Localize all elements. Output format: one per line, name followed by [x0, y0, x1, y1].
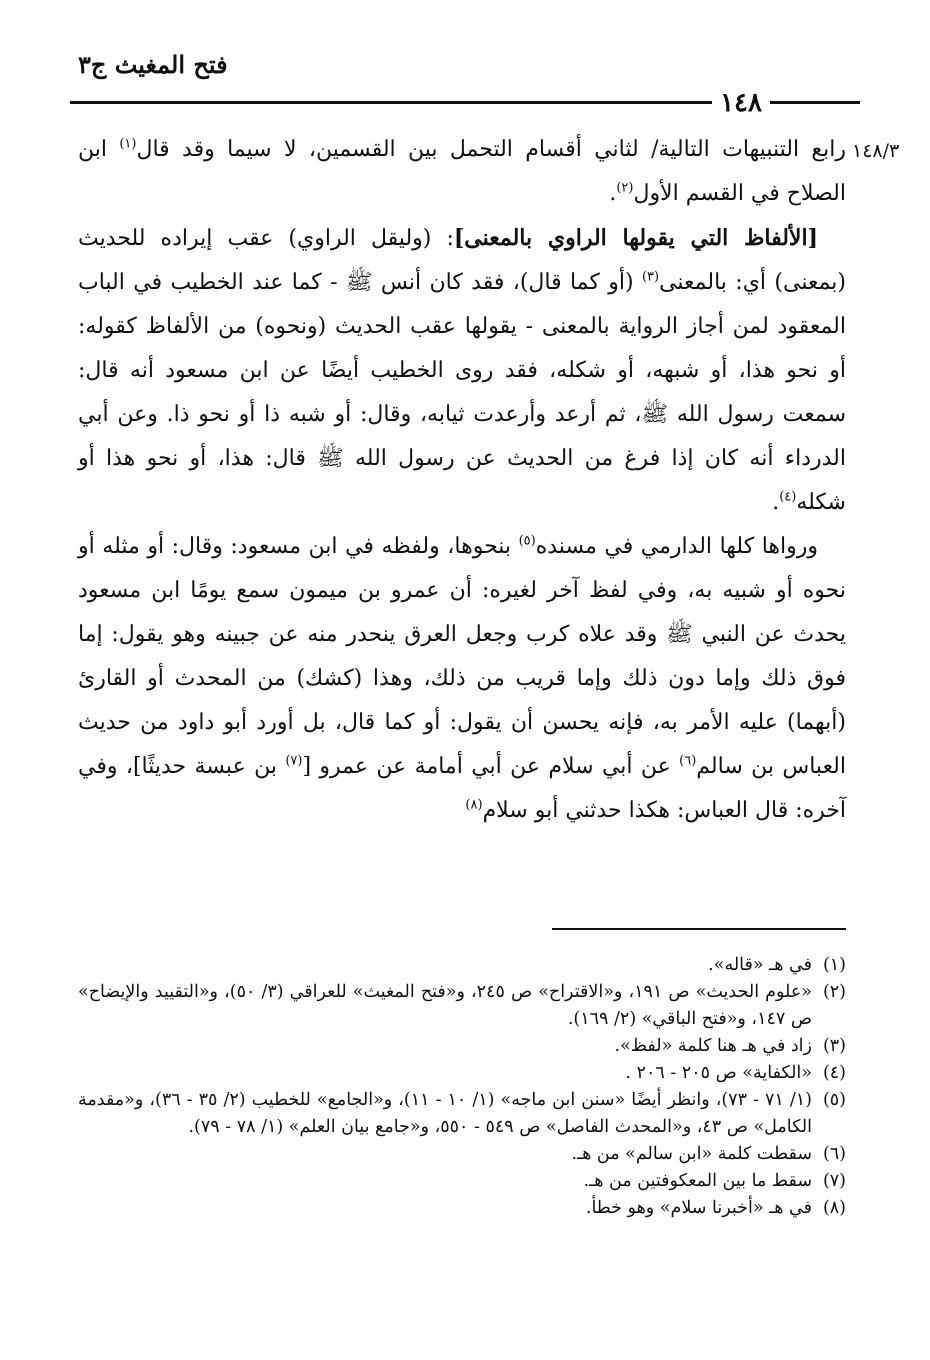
footnote-text: سقط ما بين المعكوفتين من هـ.	[583, 1171, 812, 1191]
margin-reference: ١٤٨/٣	[852, 140, 900, 162]
footnote-item	[78, 1087, 846, 1141]
footnote-item	[78, 979, 846, 1033]
footnote-text: في هـ «أخبرنا سلام» وهو خطأ.	[585, 1198, 812, 1218]
footnote-text: «الكفاية» ص ٢٠٥ - ٢٠٦ .	[625, 1063, 812, 1083]
footnote-number: (٤)	[822, 1063, 846, 1083]
footnote-ref: (٥)	[518, 533, 536, 549]
footnote-number: (٥)	[822, 1090, 846, 1110]
paragraph-1: رابع التنبيهات التالية/ لثاني أقسام التحمل بين القسمين، لا سيما وقد قال$^{(١)}$ ابن الصلاح في القسم الأول$^{(٢)}$.	[78, 136, 846, 206]
footnote-text: سقطت كلمة «ابن سالم» من هـ.	[571, 1144, 812, 1164]
book-title: فتح المغيث ج٣	[78, 50, 228, 79]
footnote-number: (٦)	[822, 1144, 846, 1164]
footnote-number: (١)	[822, 955, 846, 975]
page-number: ١٤٨	[712, 88, 770, 118]
footnote-ref: (٦)	[679, 753, 697, 769]
footnote-number: (٧)	[822, 1171, 846, 1191]
footnote-text: «علوم الحديث» ص ١٩١، و«الاقتراح» ص ٢٤٥، و«فتح المغيث» للعراقي (٣/ ٥٠)، و«التقييد والإيضاح» ص ١٤٧، و«فتح الباقي» (٢/ ١٦٩).	[78, 982, 812, 1029]
paragraph-2: [الألفاظ التي يقولها الراوي بالمعنى]: (وليقل الراوي) عقب إيراده للحديث (بمعنى) أي: بالمعنى$^{(٣)}$ (أو كما قال)، فقد كان أنس ﷺ - كما عند الخطيب في الباب المعقود لمن أجاز الرواية بالمعنى - يقولها عقب الحديث (ونحوه) من الألفاظ كقوله: أو نحو هذا، أو شبهه، أو شكله، فقد روى الخطيب أيضًا عن ابن مسعود أنه قال: سمعت رسول الله ﷺ، ثم أرعد وأرعدت ثيابه، وقال: أو شبه ذا أو نحو ذا. وعن أبي الدرداء أنه كان إذا فرغ من الحديث عن رسول الله ﷺ قال: هذا، أو نحو هذا أو شكله$^{(٤)}$.	[78, 225, 846, 515]
footnote-ref: (١)	[119, 136, 137, 152]
footnote-ref: (٢)	[616, 180, 634, 196]
footnote-number: (٨)	[822, 1198, 846, 1218]
footnote-number: (٢)	[822, 982, 846, 1002]
footnote-item	[78, 1060, 846, 1087]
footnote-item	[78, 1168, 846, 1195]
footnotes	[78, 952, 846, 1222]
footnote-item	[78, 1195, 846, 1222]
footnote-item	[78, 952, 846, 979]
footnote-ref: (٨)	[465, 797, 483, 813]
footnote-separator	[552, 928, 846, 930]
footnote-ref: (٤)	[779, 489, 797, 505]
page-header	[70, 44, 860, 118]
main-text	[78, 128, 846, 833]
footnote-ref: (٣)	[641, 269, 660, 285]
footnote-number: (٣)	[822, 1036, 846, 1056]
footnote-text: (١/ ٧١ - ٧٣)، وانظر أيضًا «سنن ابن ماجه» (١/ ١٠ - ١١)، و«الجامع» للخطيب (٢/ ٣٥ - ٣٦)، و«مقدمة الكامل» ص ٤٣، و«المحدث الفاصل» ص ٥٤٩ - ٥٥٠، و«جامع بيان العلم» (١/ ٧٨ - ٧٩).	[78, 1090, 812, 1137]
footnote-text: زاد في هـ هنا كلمة «لفظ».	[614, 1036, 812, 1056]
footnote-ref: (٧)	[285, 753, 303, 769]
footnote-text: في هـ «قاله».	[708, 955, 812, 975]
footnote-item	[78, 1141, 846, 1168]
section-heading: [الألفاظ التي يقولها الراوي بالمعنى]	[453, 225, 818, 251]
paragraph-3: ورواها كلها الدارمي في مسنده$^{(٥)}$ بنحوها، ولفظه في ابن مسعود: وقال: أو مثله أو نحوه أو شبيه به، وفي لفظ آخر لغيره: أن عمرو بن ميمون سمع يومًا ابن مسعود يحدث عن النبي ﷺ وقد علاه كرب وجعل العرق ينحدر منه عن جبينه وهو يقول: إما فوق ذلك وإما دون ذلك وإما قريب من ذلك، وهذا (كشك) من المحدث أو القارئ (أبهما) عليه الأمر به، فإنه يحسن أن يقول: أو كما قال، بل أورد أبو داود من حديث العباس بن سالم$^{(٦)}$ عن أبي سلام عن أبي أمامة عن عمرو [$^{(٧)}$ بن عبسة حديثًا]، وفي آخره: قال العباس: هكذا حدثني أبو سلام$^{(٨)}$	[78, 533, 847, 823]
footnote-item	[78, 1033, 846, 1060]
